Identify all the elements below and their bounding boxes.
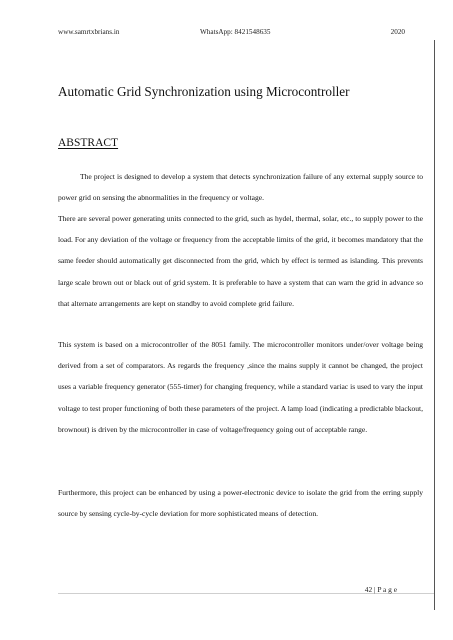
header-whatsapp: WhatsApp: 8421548635: [200, 28, 271, 36]
abstract-paragraph: This system is based on a microcontroller of the 8051 family. The microcontroller monitors under/over voltage being derived from a set of comparators. As regards the frequency ,since the mains supply it cannot be changed, the project uses a variable frequency generator (555-timer) for changing frequency, while a standard variac is used to vary the input voltage to test proper functioning of both these parameters of the project. A lamp load (indicating a predictable blackout, brownout) is driven by the microcontroller in case of voltage/frequency going out of acceptable range.: [58, 340, 423, 434]
document-title: Automatic Grid Synchronization using Microcontroller: [58, 84, 350, 99]
page-border-line: [434, 40, 435, 610]
abstract-paragraph: There are several power generating units connected to the grid, such as hydel, thermal, solar, etc., to supply power to the load. For any deviation of the voltage or frequency from the acceptable limits of the grid, it becomes mandatory that the same feeder should automatically get disconnected from the grid, which by effect is termed as islanding. This prevents large scale brown out or black out of grid system. It is preferable to have a system that can warn the grid in advance so that alternate arrangements are kept on standby to avoid complete grid failure.: [58, 214, 423, 308]
header-year: 2020: [390, 28, 405, 36]
page-header: [58, 28, 405, 40]
header-website[interactable]: www.samrtxbrians.in: [58, 28, 120, 36]
page-number: 42 | P a g e: [364, 585, 397, 594]
abstract-paragraph: The project is designed to develop a system that detects synchronization failure of any external supply source to power grid on sensing the abnormalities in the frequency or voltage.: [58, 172, 423, 203]
section-heading: ABSTRACT: [58, 137, 119, 149]
abstract-paragraph: Furthermore, this project can be enhanced by using a power-electronic device to isolate the grid from the erring supply source by sensing cycle-by-cycle deviation for more sophisticated means of detection.: [58, 488, 423, 519]
